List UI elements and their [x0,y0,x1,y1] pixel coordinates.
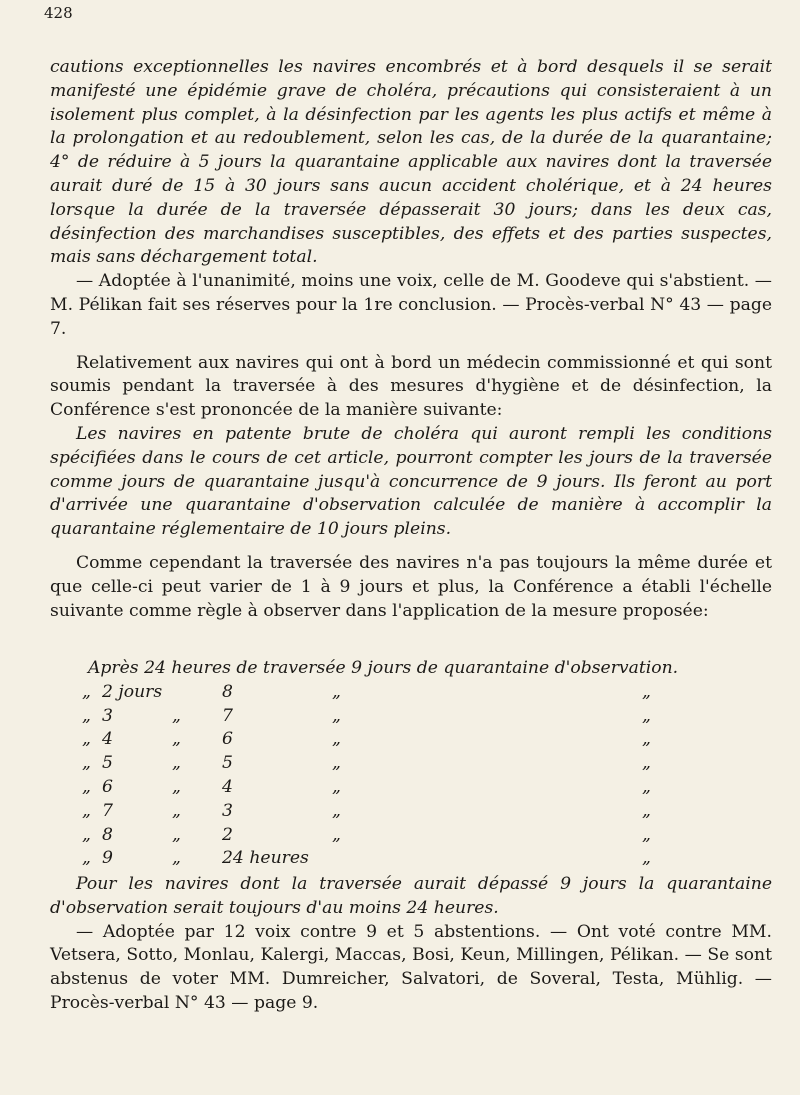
schedule-cell-q2: „ [172,800,181,821]
schedule-cell-q4: „ [642,753,651,774]
schedule-cell-quar: 2 [222,824,233,845]
schedule-row [82,801,672,825]
schedule-cell-q4: „ [642,681,651,702]
schedule-cell-q4: „ [642,776,651,797]
schedule-cell-q2: „ [172,776,181,797]
paragraph-relativement: Relativement aux navires qui ont à bord un médecin commissionné et qui sont soumis pendant la traversée à des mesures d'hygiène et de désinfection, la Conférence s'est prononcée de la manière suivante: [50,352,772,421]
schedule-row [82,825,672,849]
paragraph-comme-cependant: Comme cependant la traversée des navires n'a pas toujours la même durée et que celle-ci peut varier de 1 à 9 jours et plus, la Conférence a établi l'échelle suivante comme règle à observer dans l'application de la mesure proposée: [50,552,772,621]
schedule-cell-q2: „ [172,705,181,726]
schedule-cell-days: 5 [102,753,113,774]
schedule-cell-days: 9 [102,848,113,869]
schedule-cell-days: 3 [102,705,113,726]
schedule-cell-q1: „ [82,681,91,702]
schedule-cell-q3: „ [332,800,341,821]
schedule-cell-q4: „ [642,848,651,869]
schedule-cell-quar: 4 [222,776,233,797]
schedule-cell-q1: „ [82,753,91,774]
schedule-cell-q3: „ [332,824,341,845]
schedule-cell-days: 4 [102,729,113,750]
paragraph-adoption-1: — Adoptée à l'unanimité, moins une voix, celle de M. Goodeve qui s'abstient. — M. Pélikan fait ses réserves pour la 1re conclusion. — Procès-verbal N° 43 — page 7. [50,271,772,339]
schedule-cell-days: 8 [102,824,113,845]
body-text-top [50,56,772,623]
schedule-row [82,753,672,777]
schedule-cell-quar: 8 [222,681,233,702]
paragraph-pour-les-navires: Pour les navires dont la traversée aurait dépassé 9 jours la quarantaine d'observation serait toujours d'au moins 24 heures. [50,874,772,918]
schedule-row [82,729,672,753]
schedule-cell-q1: „ [82,705,91,726]
schedule-cell-q1: „ [82,824,91,845]
schedule-cell-q1: „ [82,800,91,821]
schedule-cell-q3: „ [332,705,341,726]
schedule-cell-quar: 5 [222,753,233,774]
schedule-cell-q1: „ [82,729,91,750]
schedule-cell-q1: „ [82,776,91,797]
paragraph-navires-patente: Les navires en patente brute de choléra qui auront rempli les conditions spécifiées dans le cours de cet article, pourront compter les jours de la traversée comme jours de quarantaine jusqu'à concurrence de 9 jours. Ils feront au port d'arrivée une quarantaine d'observation calculée de manière à accomplir la quarantaine réglementaire de 10 jours pleins. [50,423,772,540]
schedule-cell-q4: „ [642,824,651,845]
schedule-cell-quar: 6 [222,729,233,750]
schedule-cell-q3: „ [332,729,341,750]
page-number: 428 [44,4,73,22]
schedule-cell-q2: „ [172,729,181,750]
schedule-row [82,682,672,706]
schedule-cell-quar: 24 heures [222,848,309,869]
schedule-row [82,706,672,730]
schedule-cell-q4: „ [642,800,651,821]
schedule-cell-q4: „ [642,729,651,750]
schedule-cell-q3: „ [332,753,341,774]
paragraph-adoption-2: — Adoptée par 12 voix contre 9 et 5 abstentions. — Ont voté contre MM. Vetsera, Sotto, Monlau, Kalergi, Maccas, Bosi, Keun, Millingen, Pélikan. — Se sont abstenus de voter MM. Dumreicher, Salvatori, de Soveral, Testa, Mühlig. — Procès-verbal N° 43 — page 9. [50,921,772,1013]
schedule-cell-q2: „ [172,753,181,774]
schedule-cell-quar: 3 [222,800,233,821]
schedule-row [82,848,672,872]
schedule-cell-q1: „ [82,848,91,869]
schedule-cell-days: 6 [102,776,113,797]
paragraph-cautions: cautions exceptionnelles les navires encombrés et à bord desquels il se serait manifesté une épidémie grave de choléra, précautions qui consisteraient à un isolement plus complet, à la désinfection par les agents les plus actifs et même à la prolongation et au redoublement, selon les cas, de la durée de la quarantaine; 4° de réduire à 5 jours la quarantaine applicable aux navires dont la traversée aurait duré de 15 à 30 jours sans aucun accident cholérique, et à 24 heures lorsque la durée de la traversée dépasserait 30 jours; dans les deux cas, désinfection des marchandises susceptibles, des effets et des parties suspectes, mais sans déchargement total. [50,57,772,268]
schedule-row [82,777,672,801]
schedule-cell-q3: „ [332,776,341,797]
schedule-header: Après 24 heures de traversée 9 jours de quarantaine d'observation. [88,658,679,678]
body-text-bottom [50,873,772,1016]
schedule-cell-q4: „ [642,705,651,726]
quarantine-schedule [82,658,679,872]
schedule-cell-q2: „ [172,824,181,845]
schedule-cell-q2: „ [172,848,181,869]
schedule-cell-days: 2 jours [102,681,163,702]
schedule-cell-quar: 7 [222,705,233,726]
schedule-cell-q3: „ [332,681,341,702]
schedule-cell-days: 7 [102,800,113,821]
